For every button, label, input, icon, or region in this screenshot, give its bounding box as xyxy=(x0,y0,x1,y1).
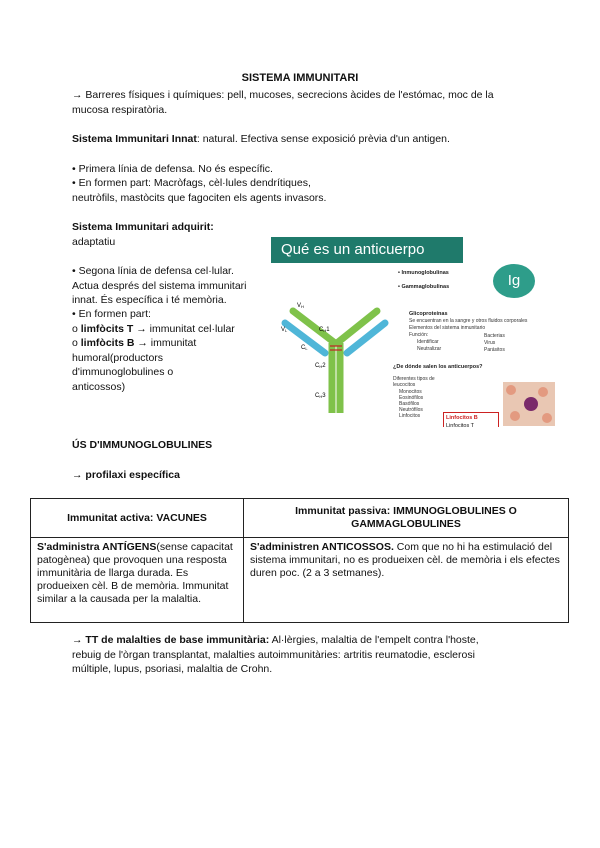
tt-line-3: múltiple, lupus, psoriasi, malaltia de Crohn. xyxy=(72,663,273,675)
b-bold: limfòcits B xyxy=(80,337,135,349)
table-header-row xyxy=(31,499,569,538)
lymph-t-label: Linfocitos T xyxy=(446,423,475,427)
label-ch3: CH3 xyxy=(315,393,326,399)
t-prefix: o xyxy=(72,323,81,335)
lymphocyte-cell xyxy=(524,397,538,411)
page-title: SISTEMA IMMUNITARI xyxy=(241,72,359,84)
target-2: Parásitos xyxy=(484,347,505,353)
blood-cells-image xyxy=(503,382,555,426)
innate-paragraph xyxy=(72,132,450,147)
type-1: Eosinófilos xyxy=(399,395,424,401)
innate-heading: Sistema Immunitari Innat xyxy=(72,133,197,145)
right-arm xyxy=(337,311,385,353)
acquired-line-0: • Segona línia de defensa cel·lular. xyxy=(72,265,234,277)
table-row xyxy=(31,538,569,623)
acquired-sub: adaptatiu xyxy=(72,236,116,248)
cell-passive xyxy=(244,538,569,623)
antibody-figure xyxy=(271,237,565,427)
type-3: Neutrófilos xyxy=(399,407,423,413)
acquired-line-2: innat. És específica i té memòria. xyxy=(72,294,227,306)
lymphocyte-t-line xyxy=(72,322,235,337)
header-active: Immunitat activa: VACUNES xyxy=(31,499,244,538)
cell-active xyxy=(31,538,244,623)
antibody-diagram xyxy=(275,273,395,423)
label-vh: VH xyxy=(297,303,304,309)
rbc-2 xyxy=(538,387,548,397)
label-ch1: CH1 xyxy=(319,327,330,333)
rbc-3 xyxy=(510,411,520,421)
innate-bullet-1: • Primera línia de defensa. No és específic. xyxy=(72,163,273,175)
acquired-line-1: Actua després del sistema immunitari xyxy=(72,280,247,292)
innate-text: : natural. Efectiva sense exposició prèvia d'un antigen. xyxy=(196,133,450,145)
tt-line-1 xyxy=(72,633,552,648)
gluco-heading: Glicoproteínas xyxy=(409,311,448,317)
acquired-heading-text: Sistema Immunitari adquirit: xyxy=(72,221,214,233)
rbc-1 xyxy=(506,385,516,395)
header-passive-l2: GAMMAGLOBULINES xyxy=(351,518,461,530)
gluco-line-1: Se encuentran en la sangre y otros fluidos corporales xyxy=(409,318,528,324)
tt-text-1: Al·lèrgies, malaltia de l'empelt contra l'hoste, xyxy=(269,634,479,646)
blood-cells-svg xyxy=(503,382,555,426)
tt-line-2: rebuig de l'òrgan transplantat, malalties autoimmunitàries: artritis reumatodie, esclerosi xyxy=(72,649,475,661)
b-line-2: anticossos) xyxy=(72,381,126,393)
t-bold: limfòcits T xyxy=(80,323,134,335)
uses-heading-text: ÚS D'IMMUNOGLOBULINES xyxy=(72,439,213,451)
cell-active-text: (sense capacitat patogènea) que provoquen una resposta immunitària de llarga durada. Es produeixen cèl. B de memòria. Immunitat similar a la causada per la malaltia. xyxy=(37,541,233,605)
header-passive xyxy=(244,499,569,538)
acquired-line-3: • En formen part: xyxy=(72,308,151,320)
type-0: Monocitos xyxy=(399,389,422,395)
header-passive-l1: Immunitat passiva: IMMUNOGLOBULINES O xyxy=(295,505,517,517)
lymph-b-label: Linfocitos B xyxy=(446,415,478,421)
figure-header: Qué es un anticuerpo xyxy=(271,237,463,263)
label-cl: CL xyxy=(301,345,308,351)
uses-heading xyxy=(72,438,212,453)
gluco-line-3: Función: xyxy=(409,332,429,338)
rbc-4 xyxy=(542,413,552,423)
types-line-1: Diferentes tipos de xyxy=(393,376,435,382)
b-rest: → immunitat xyxy=(134,337,197,349)
intro-line-1: → Barreres físiques i químiques: pell, mucoses, secrecions àcides de l'estómac, moc de la xyxy=(72,89,494,101)
where-heading: ¿De dónde salen los anticuerpos? xyxy=(393,364,483,370)
cell-passive-text: Com que no hi ha estimulació del sistema immunitari, no es produeixen cèl. de memòria i els efectes duren poc. (2 a 3 setmanes). xyxy=(250,541,560,579)
innate-bullet-2: • En formen part: Macròfags, cèl·lules dendrítiques, xyxy=(72,177,311,189)
type-4: Linfocitos xyxy=(399,413,421,419)
lymphocyte-box xyxy=(443,412,499,427)
label-immuno: • Inmunoglobulinas xyxy=(398,270,449,276)
target-0: Bacterias xyxy=(484,333,505,339)
target-1: Virus xyxy=(484,340,496,346)
gluco-line-4: Identificar xyxy=(417,339,439,345)
prophylaxis-text: → profilaxi específica xyxy=(72,469,180,481)
tt-bold: → TT de malalties de base immunitària: xyxy=(72,634,270,646)
acquired-heading xyxy=(72,220,214,235)
intro-line-2: mucosa respiratòria. xyxy=(72,104,168,116)
b-prefix: o xyxy=(72,337,81,349)
gluco-line-2: Elementos del sistema inmunitario xyxy=(409,325,486,331)
t-rest: → immunitat cel·lular xyxy=(133,323,235,335)
type-2: Basófilos xyxy=(399,401,420,407)
b-line-1: d'immunoglobulines o xyxy=(72,366,174,378)
types-line-2: leucocitos xyxy=(393,382,416,388)
label-vl: VL xyxy=(281,327,288,333)
immunity-table xyxy=(30,498,569,623)
lymphocyte-b-line xyxy=(72,336,196,351)
cell-passive-bold: S'administren ANTICOSSOS. xyxy=(250,541,394,553)
prophylaxis-line xyxy=(72,468,180,483)
label-gamma: • Gammaglobulinas xyxy=(398,284,450,290)
ig-badge: Ig xyxy=(493,264,535,298)
b-line-0: humoral(productors xyxy=(72,352,164,364)
innate-bullet-2b: neutròfils, mastòcits que fagociten els agents invasors. xyxy=(72,192,327,204)
label-ch2: CH2 xyxy=(315,363,326,369)
gluco-line-5: Neutralizar xyxy=(417,346,442,352)
cell-active-bold: S'administra ANTÍGENS xyxy=(37,541,157,553)
